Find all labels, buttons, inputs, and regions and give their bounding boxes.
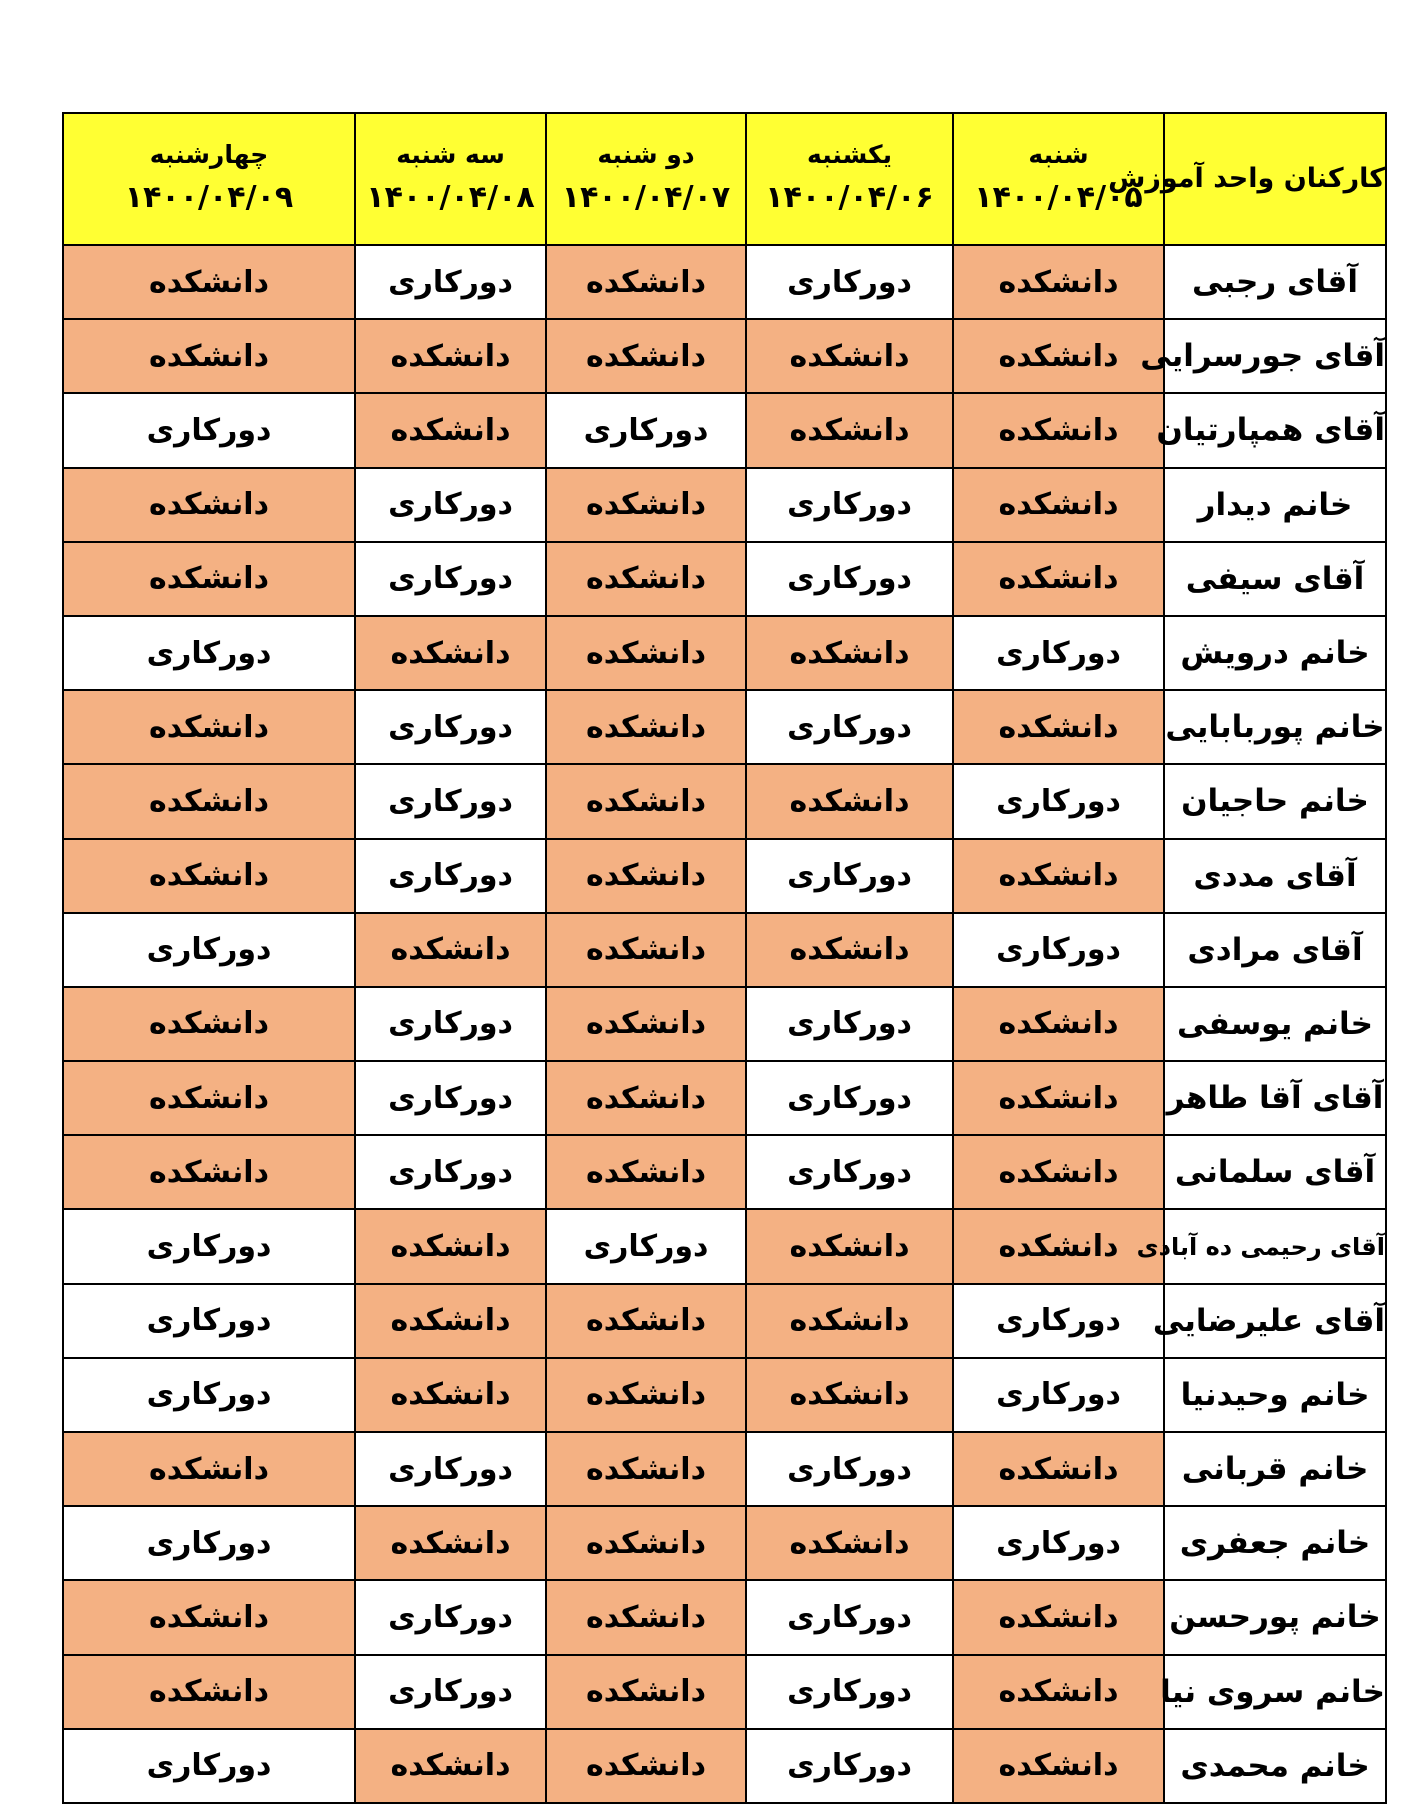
status-cell: دانشکده — [63, 1655, 355, 1729]
day-date: ۱۴۰۰/۰۴/۰۶ — [765, 180, 934, 216]
status-cell: دانشکده — [546, 987, 746, 1061]
status-cell: دانشکده — [546, 1284, 746, 1358]
staff-name-cell: خانم جعفری — [1164, 1506, 1386, 1580]
status-cell: دانشکده — [546, 1655, 746, 1729]
staff-name-cell: خانم درویش — [1164, 616, 1386, 690]
status-cell: دانشکده — [746, 616, 953, 690]
status-cell: دورکاری — [953, 1358, 1164, 1432]
status-cell: دانشکده — [953, 1209, 1164, 1283]
status-cell: دانشکده — [63, 245, 355, 319]
staff-name-cell: خانم محمدی — [1164, 1729, 1386, 1803]
table-row — [63, 1135, 1386, 1209]
status-cell: دانشکده — [355, 319, 546, 393]
status-cell: دورکاری — [355, 1580, 546, 1654]
status-cell: دانشکده — [546, 764, 746, 838]
status-cell: دانشکده — [546, 1061, 746, 1135]
status-cell: دانشکده — [746, 319, 953, 393]
status-cell: دانشکده — [953, 1729, 1164, 1803]
status-cell: دانشکده — [746, 764, 953, 838]
status-cell: دانشکده — [546, 245, 746, 319]
staff-name-cell: آقای رجبی — [1164, 245, 1386, 319]
staff-name-cell: خانم پوربابایی — [1164, 690, 1386, 764]
status-cell: دانشکده — [546, 1358, 746, 1432]
staff-name-cell: آقای سلمانی — [1164, 1135, 1386, 1209]
status-cell: دانشکده — [953, 1655, 1164, 1729]
day-date: ۱۴۰۰/۰۴/۰۸ — [366, 180, 535, 216]
status-cell: دانشکده — [63, 319, 355, 393]
status-cell: دورکاری — [355, 839, 546, 913]
table-row — [63, 1729, 1386, 1803]
table-row — [63, 245, 1386, 319]
day-header-wed — [63, 113, 355, 245]
table-row — [63, 1284, 1386, 1358]
table-row — [63, 1358, 1386, 1432]
staff-name-cell: خانم وحیدنیا — [1164, 1358, 1386, 1432]
status-cell: دورکاری — [355, 1135, 546, 1209]
status-cell: دورکاری — [63, 1209, 355, 1283]
status-cell: دانشکده — [355, 393, 546, 467]
status-cell: دانشکده — [355, 913, 546, 987]
status-cell: دورکاری — [953, 764, 1164, 838]
status-cell: دانشکده — [546, 1135, 746, 1209]
status-cell: دورکاری — [355, 764, 546, 838]
status-cell: دورکاری — [746, 1061, 953, 1135]
staff-name-cell: آقای جورسرایی — [1164, 319, 1386, 393]
status-cell: دورکاری — [355, 987, 546, 1061]
staff-name-cell: آقای رحیمی ده آبادی — [1164, 1209, 1386, 1283]
table-row — [63, 1580, 1386, 1654]
status-cell: دورکاری — [355, 468, 546, 542]
status-cell: دورکاری — [746, 1729, 953, 1803]
staff-name-cell: آقای مرادی — [1164, 913, 1386, 987]
table-row — [63, 1432, 1386, 1506]
table-row — [63, 319, 1386, 393]
status-cell: دورکاری — [746, 987, 953, 1061]
status-cell: دانشکده — [953, 393, 1164, 467]
status-cell: دانشکده — [746, 393, 953, 467]
status-cell: دورکاری — [953, 1284, 1164, 1358]
schedule-body — [63, 245, 1386, 1803]
status-cell: دانشکده — [953, 987, 1164, 1061]
table-row — [63, 1209, 1386, 1283]
status-cell: دورکاری — [746, 839, 953, 913]
day-name: یکشنبه — [807, 140, 892, 170]
staff-name-cell: آقای علیرضایی — [1164, 1284, 1386, 1358]
status-cell: دورکاری — [746, 690, 953, 764]
status-cell: دانشکده — [953, 1135, 1164, 1209]
table-row — [63, 542, 1386, 616]
status-cell: دانشکده — [546, 542, 746, 616]
day-header-sat — [953, 113, 1164, 245]
day-date: ۱۴۰۰/۰۴/۰۹ — [124, 180, 294, 216]
status-cell: دورکاری — [355, 1655, 546, 1729]
status-cell: دانشکده — [63, 1432, 355, 1506]
status-cell: دانشکده — [546, 468, 746, 542]
status-cell: دورکاری — [746, 542, 953, 616]
table-row — [63, 468, 1386, 542]
staff-name-cell: خانم حاجیان — [1164, 764, 1386, 838]
status-cell: دورکاری — [746, 1432, 953, 1506]
day-header-sun — [746, 113, 953, 245]
status-cell: دانشکده — [63, 1135, 355, 1209]
table-row — [63, 1655, 1386, 1729]
status-cell: دانشکده — [355, 1506, 546, 1580]
day-name: سه شنبه — [396, 140, 505, 170]
status-cell: دانشکده — [63, 468, 355, 542]
status-cell: دانشکده — [953, 1580, 1164, 1654]
status-cell: دورکاری — [953, 913, 1164, 987]
day-header-mon — [546, 113, 746, 245]
status-cell: دانشکده — [355, 1284, 546, 1358]
status-cell: دورکاری — [355, 542, 546, 616]
status-cell: دانشکده — [546, 1432, 746, 1506]
status-cell: دانشکده — [355, 1209, 546, 1283]
status-cell: دورکاری — [355, 1432, 546, 1506]
status-cell: دانشکده — [63, 987, 355, 1061]
staff-name-cell: خانم سروی نیا — [1164, 1655, 1386, 1729]
staff-name-cell: آقای سیفی — [1164, 542, 1386, 616]
status-cell: دانشکده — [953, 1061, 1164, 1135]
status-cell: دورکاری — [746, 1135, 953, 1209]
status-cell: دورکاری — [746, 1655, 953, 1729]
status-cell: دانشکده — [746, 1358, 953, 1432]
table-row — [63, 839, 1386, 913]
status-cell: دورکاری — [63, 1729, 355, 1803]
status-cell: دورکاری — [355, 245, 546, 319]
status-cell: دانشکده — [63, 839, 355, 913]
status-cell: دانشکده — [63, 764, 355, 838]
table-row — [63, 616, 1386, 690]
status-cell: دورکاری — [953, 616, 1164, 690]
table-row — [63, 690, 1386, 764]
status-cell: دانشکده — [546, 1729, 746, 1803]
status-cell: دانشکده — [355, 616, 546, 690]
day-name: شنبه — [1028, 140, 1089, 170]
status-cell: دانشکده — [546, 616, 746, 690]
staff-column-header: کارکنان واحد آموزش — [1164, 113, 1386, 245]
day-name: چهارشنبه — [149, 140, 269, 170]
status-cell: دانشکده — [546, 690, 746, 764]
status-cell: دانشکده — [546, 1506, 746, 1580]
status-cell: دورکاری — [546, 1209, 746, 1283]
status-cell: دانشکده — [746, 913, 953, 987]
status-cell: دورکاری — [355, 690, 546, 764]
status-cell: دانشکده — [953, 1432, 1164, 1506]
table-row — [63, 1061, 1386, 1135]
table-row — [63, 987, 1386, 1061]
status-cell: دانشکده — [953, 245, 1164, 319]
status-cell: دانشکده — [953, 542, 1164, 616]
status-cell: دانشکده — [746, 1209, 953, 1283]
status-cell: دانشکده — [546, 913, 746, 987]
status-cell: دورکاری — [63, 393, 355, 467]
status-cell: دانشکده — [63, 1061, 355, 1135]
status-cell: دانشکده — [63, 690, 355, 764]
status-cell: دانشکده — [355, 1358, 546, 1432]
status-cell: دانشکده — [63, 1580, 355, 1654]
staff-name-cell: خانم یوسفی — [1164, 987, 1386, 1061]
status-cell: دانشکده — [746, 1506, 953, 1580]
status-cell: دانشکده — [355, 1729, 546, 1803]
day-date: ۱۴۰۰/۰۴/۰۷ — [561, 180, 731, 216]
table-row — [63, 764, 1386, 838]
status-cell: دورکاری — [546, 393, 746, 467]
staff-name-cell: آقای آقا طاهر — [1164, 1061, 1386, 1135]
status-cell: دانشکده — [546, 319, 746, 393]
staff-name-cell: خانم دیدار — [1164, 468, 1386, 542]
status-cell: دانشکده — [953, 690, 1164, 764]
staff-name-cell: آقای مددی — [1164, 839, 1386, 913]
status-cell: دورکاری — [63, 1506, 355, 1580]
status-cell: دانشکده — [546, 839, 746, 913]
status-cell: دورکاری — [63, 1358, 355, 1432]
day-name: دو شنبه — [597, 140, 695, 170]
staff-name-cell: آقای همپارتیان — [1164, 393, 1386, 467]
status-cell: دورکاری — [63, 1284, 355, 1358]
status-cell: دانشکده — [546, 1580, 746, 1654]
status-cell: دانشکده — [953, 468, 1164, 542]
status-cell: دورکاری — [63, 616, 355, 690]
staff-schedule-table — [62, 112, 1387, 1804]
status-cell: دانشکده — [63, 542, 355, 616]
day-header-tue — [355, 113, 546, 245]
status-cell: دورکاری — [746, 468, 953, 542]
status-cell: دورکاری — [355, 1061, 546, 1135]
header-row — [63, 113, 1386, 245]
table-row — [63, 1506, 1386, 1580]
status-cell: دانشکده — [953, 319, 1164, 393]
staff-name-cell: خانم پورحسن — [1164, 1580, 1386, 1654]
status-cell: دانشکده — [746, 1284, 953, 1358]
status-cell: دانشکده — [953, 839, 1164, 913]
table-row — [63, 913, 1386, 987]
status-cell: دورکاری — [746, 245, 953, 319]
status-cell: دورکاری — [746, 1580, 953, 1654]
status-cell: دورکاری — [953, 1506, 1164, 1580]
table-row — [63, 393, 1386, 467]
staff-name-cell: خانم قربانی — [1164, 1432, 1386, 1506]
day-date: ۱۴۰۰/۰۴/۰۵ — [974, 180, 1143, 216]
status-cell: دورکاری — [63, 913, 355, 987]
